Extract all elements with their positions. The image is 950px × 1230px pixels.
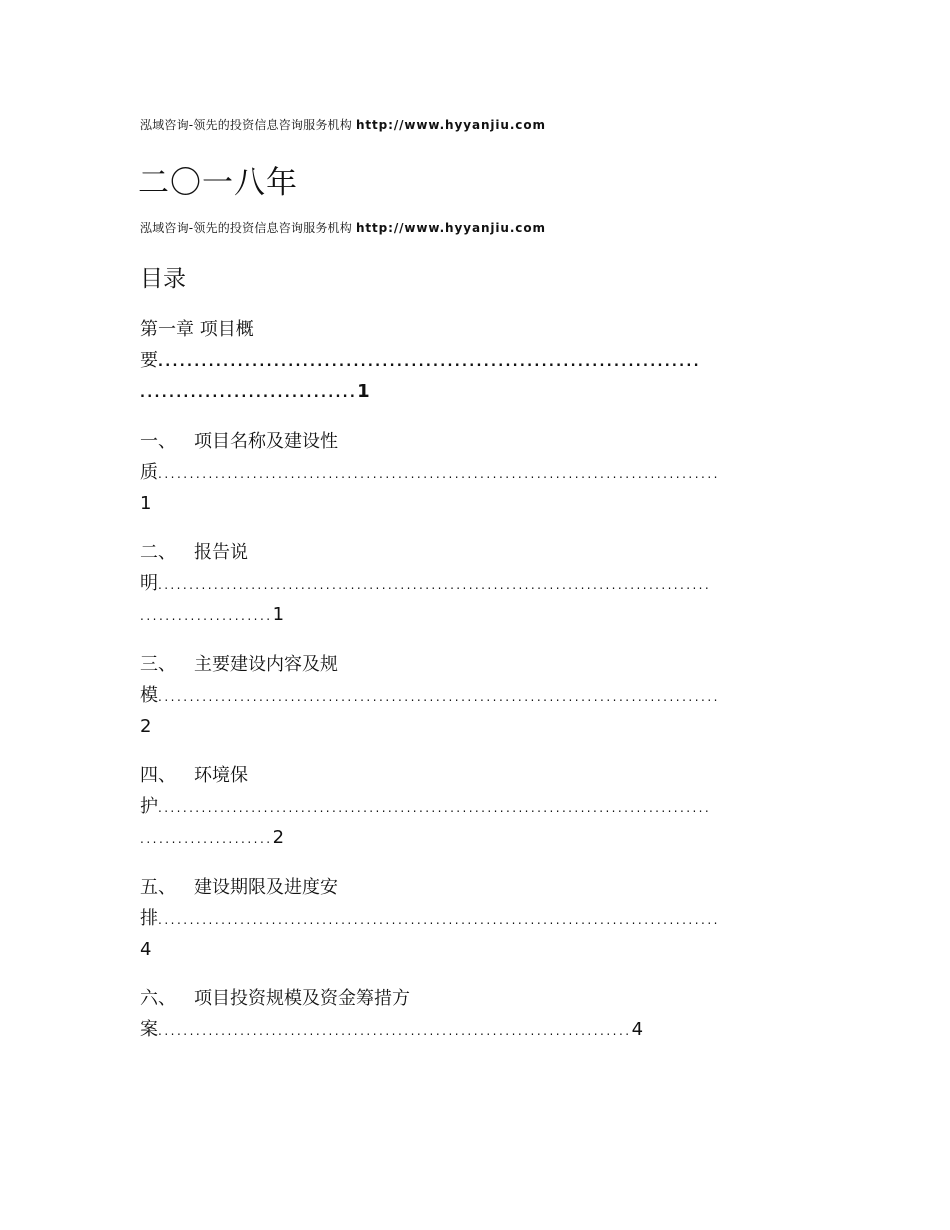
toc-entry-page-line xyxy=(140,715,151,739)
page-header-top xyxy=(140,116,546,133)
toc-entry-dots: ......................................................................................... xyxy=(158,690,720,704)
toc-entry-dots: ......................................................................................... xyxy=(158,913,720,927)
toc-entry-leader xyxy=(140,349,701,375)
toc-entry-num: 六、 xyxy=(140,988,176,1009)
toc-title: 目录 xyxy=(140,266,186,292)
toc-entry-title xyxy=(140,318,254,342)
year-heading: 二〇一八年 xyxy=(138,165,298,201)
toc-entry-dots: ......................................................................................... xyxy=(158,467,720,481)
page-header-bottom xyxy=(140,219,546,236)
toc-entry-label: 项目名称及建设性 xyxy=(194,431,338,452)
toc-entry-leader xyxy=(140,461,720,486)
toc-entry-page: 2 xyxy=(140,716,152,737)
toc-entry-page: 1 xyxy=(357,381,370,402)
toc-entry-leader-2 xyxy=(140,380,370,406)
toc-entry-label: 建设期限及进度安 xyxy=(194,877,338,898)
toc-entry-title xyxy=(140,653,338,677)
toc-entry-dots: ........................................................................... xyxy=(158,1024,632,1038)
toc-entry-label: 环境保 xyxy=(194,765,248,786)
toc-entry-lead: 质 xyxy=(140,462,158,483)
toc-entry-leader-2 xyxy=(140,826,284,851)
toc-entry-dots: ......................................................................................... xyxy=(158,578,712,592)
toc-entry-lead: 明 xyxy=(140,573,158,594)
toc-entry-num: 二、 xyxy=(140,542,176,563)
toc-entry-lead: 护 xyxy=(140,796,158,817)
toc-entry-lead: 要 xyxy=(140,350,158,371)
header-org: 泓域咨询-领先的投资信息咨询服务机构 xyxy=(140,118,352,132)
toc-entry-page-line xyxy=(140,492,151,516)
toc-entry-title xyxy=(140,541,248,565)
toc-entry-page: 1 xyxy=(140,493,152,514)
toc-entry-title xyxy=(140,764,248,788)
toc-entry-title xyxy=(140,430,338,454)
toc-entry-num: 五、 xyxy=(140,877,176,898)
toc-entry-page: 1 xyxy=(272,604,285,625)
header-org-2: 泓域咨询-领先的投资信息咨询服务机构 xyxy=(140,221,352,235)
toc-entry-label: 第一章 项目概 xyxy=(140,319,254,340)
toc-entry-dots-2: .............................. xyxy=(140,386,358,401)
toc-entry-label: 项目投资规模及资金筹措方 xyxy=(194,988,410,1009)
toc-entry-page: 4 xyxy=(631,1019,644,1040)
toc-entry-dots: ........................................................................... xyxy=(158,355,701,370)
toc-entry-label: 主要建设内容及规 xyxy=(194,654,338,675)
toc-entry-leader xyxy=(140,795,711,820)
toc-entry-leader xyxy=(140,572,711,597)
toc-entry-title xyxy=(140,876,338,900)
toc-entry-leader xyxy=(140,1018,643,1043)
toc-entry-leader xyxy=(140,907,720,932)
toc-entry-page-line xyxy=(140,938,151,962)
toc-entry-page: 2 xyxy=(272,827,285,848)
toc-entry-dots-2: ..................... xyxy=(140,609,273,623)
toc-entry-lead: 模 xyxy=(140,685,158,706)
toc-entry-label: 报告说 xyxy=(194,542,248,563)
header-url-2[interactable]: http://www.hyyanjiu.com xyxy=(355,221,546,235)
toc-entry-num: 四、 xyxy=(140,765,176,786)
toc-entry-dots: ......................................................................................... xyxy=(158,801,712,815)
toc-entry-leader xyxy=(140,684,720,709)
toc-entry-num: 三、 xyxy=(140,654,176,675)
toc-entry-lead: 案 xyxy=(140,1019,158,1040)
toc-entry-num: 一、 xyxy=(140,431,176,452)
header-url[interactable]: http://www.hyyanjiu.com xyxy=(355,118,546,132)
toc-entry-leader-2 xyxy=(140,603,284,628)
toc-entry-title xyxy=(140,987,410,1011)
toc-entry-page: 4 xyxy=(140,939,152,960)
toc-entry-dots-2: ..................... xyxy=(140,832,273,846)
toc-entry-lead: 排 xyxy=(140,908,158,929)
